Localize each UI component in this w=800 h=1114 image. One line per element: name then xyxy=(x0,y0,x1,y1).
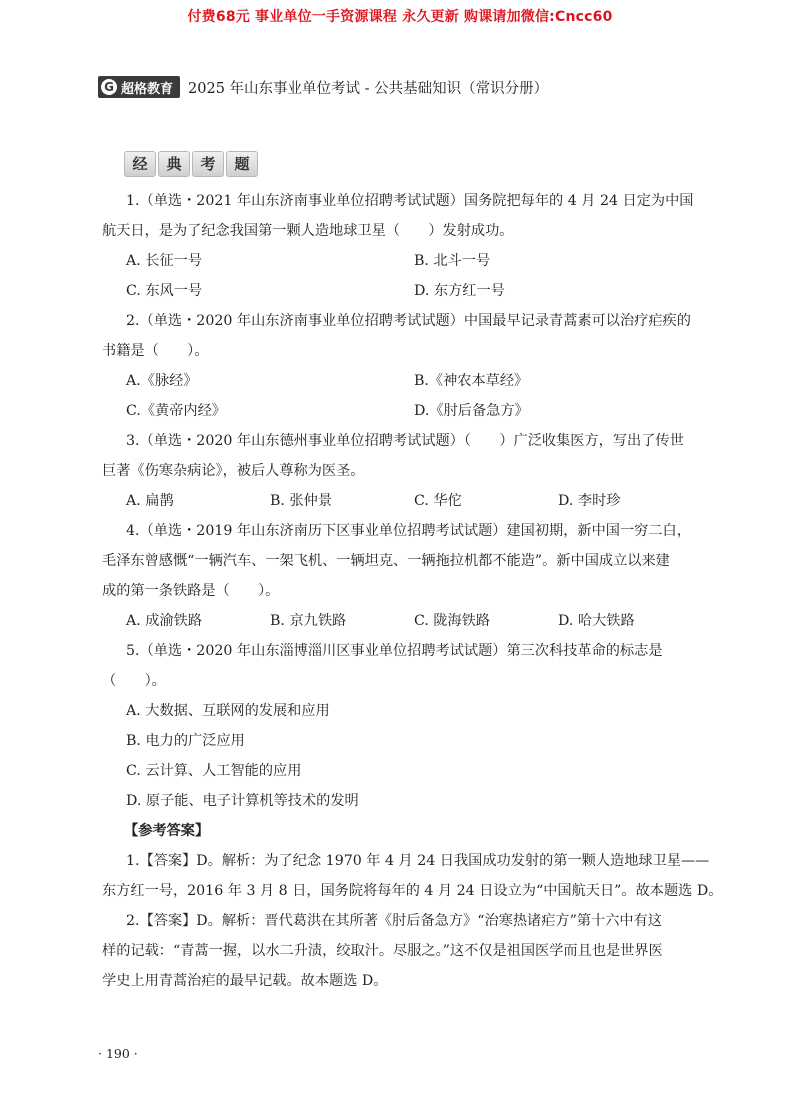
question-4-line-2: 毛泽东曾感慨“一辆汽车、一架飞机、一辆坦克、一辆拖拉机都不能造”。新中国成立以来建 xyxy=(102,553,670,569)
option-c: C. 陇海铁路 xyxy=(414,613,491,629)
book-title: 2025 年山东事业单位考试 - 公共基础知识（常识分册） xyxy=(188,80,549,97)
question-1-options-row-2 xyxy=(102,276,702,306)
question-3-options xyxy=(102,486,702,516)
page-header xyxy=(98,76,548,98)
answer-2-line-2: 样的记载：“青蒿一握，以水二升渍，绞取汁。尽服之。”这不仅是祖国医学而且也是世界医 xyxy=(102,943,663,959)
option-c: C. 云计算、人工智能的应用 xyxy=(126,763,302,779)
answer-1-line-2: 东方红一号，2016 年 3 月 8 日，国务院将每年的 4 月 24 日设立为“中国航天日”。故本题选 D。 xyxy=(102,883,723,899)
option-c: C. 东风一号 xyxy=(126,283,203,299)
section-heading xyxy=(124,151,260,177)
option-d: D. 原子能、电子计算机等技术的发明 xyxy=(126,793,359,809)
section-char: 考 xyxy=(192,151,224,177)
option-b: B. 张仲景 xyxy=(270,493,333,509)
option-b: B. 北斗一号 xyxy=(414,253,491,269)
option-a: A. 成渝铁路 xyxy=(126,613,203,629)
answer-2-line-3: 学史上用青蒿治疟的最早记载。故本题选 D。 xyxy=(102,973,388,989)
question-2-line-2: 书籍是（ ）。 xyxy=(102,343,209,359)
option-a: A.《脉经》 xyxy=(126,373,198,389)
question-1-options-row-1 xyxy=(102,246,702,276)
option-d: D. 哈大铁路 xyxy=(558,613,635,629)
question-3-line-2: 巨著《伤寒杂病论》，被后人尊称为医圣。 xyxy=(102,463,365,479)
option-b: B.《神农本草经》 xyxy=(414,373,529,389)
question-4-line-3: 成的第一条铁路是（ ）。 xyxy=(102,583,280,599)
question-1-line-2: 航天日，是为了纪念我国第一颗人造地球卫星（ ）发射成功。 xyxy=(102,223,514,239)
logo-text: 超格教育 xyxy=(121,81,174,97)
answer-2-line-1: 2.【答案】D。解析：晋代葛洪在其所著《肘后备急方》“治寒热诸疟方”第十六中有这 xyxy=(126,913,662,929)
option-d: D.《肘后备急方》 xyxy=(414,403,529,419)
question-2-line-1: 2.（单选・2020 年山东济南事业单位招聘考试试题）中国最早记录青蒿素可以治疗疟疾的 xyxy=(126,313,691,329)
option-d: D. 东方红一号 xyxy=(414,283,505,299)
option-d: D. 李时珍 xyxy=(558,493,621,509)
section-char: 经 xyxy=(124,151,156,177)
option-b: B. 京九铁路 xyxy=(270,613,347,629)
page-number: · 190 · xyxy=(98,1046,138,1061)
promo-banner: 付费68元 事业单位一手资源课程 永久更新 购课请加微信:Cncc60 xyxy=(187,9,613,25)
logo-g-icon: G xyxy=(101,79,117,95)
question-2-options-row-1 xyxy=(102,366,702,396)
option-a: A. 扁鹊 xyxy=(126,493,174,509)
question-4-options xyxy=(102,606,702,636)
option-a: A. 长征一号 xyxy=(126,253,203,269)
option-c: C. 华佗 xyxy=(414,493,462,509)
publisher-logo xyxy=(98,76,180,98)
section-char: 题 xyxy=(226,151,258,177)
main-content xyxy=(102,186,723,996)
answers-heading: 【参考答案】 xyxy=(124,823,210,839)
question-3-line-1: 3.（单选・2020 年山东德州事业单位招聘考试试题）（ ）广泛收集医方，写出了传世 xyxy=(126,433,684,449)
option-c: C.《黄帝内经》 xyxy=(126,403,226,419)
question-2-options-row-2 xyxy=(102,396,702,426)
question-5-line-2: （ ）。 xyxy=(102,673,166,689)
question-1-line-1: 1.（单选・2021 年山东济南事业单位招聘考试试题）国务院把每年的 4 月 24 日定为中国 xyxy=(126,193,694,209)
option-b: B. 电力的广泛应用 xyxy=(126,733,245,749)
question-5-line-1: 5.（单选・2020 年山东淄博淄川区事业单位招聘考试试题）第三次科技革命的标志是 xyxy=(126,643,663,659)
option-a: A. 大数据、互联网的发展和应用 xyxy=(126,703,330,719)
question-4-line-1: 4.（单选・2019 年山东济南历下区事业单位招聘考试试题）建国初期，新中国一穷二白， xyxy=(126,523,691,539)
section-char: 典 xyxy=(158,151,190,177)
answer-1-line-1: 1.【答案】D。解析：为了纪念 1970 年 4 月 24 日我国成功发射的第一颗人造地球卫星—— xyxy=(126,853,710,869)
